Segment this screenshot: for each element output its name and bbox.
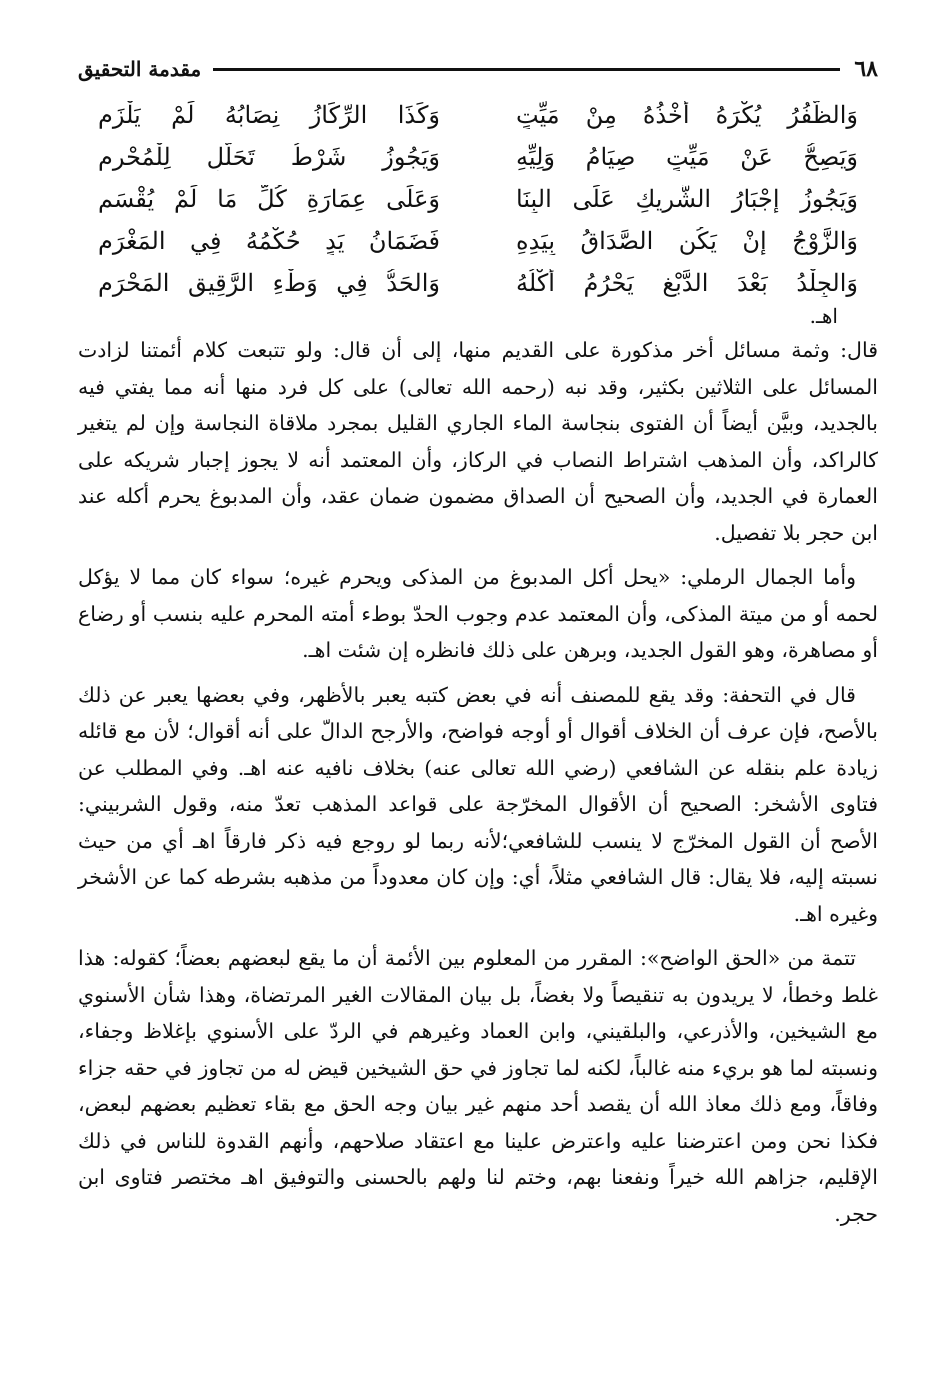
hemistich-left: وَالحَدُّ فِي وَطْءِ الرَّقِيقِ المَحْرَمِ: [98, 269, 440, 297]
hemistich-right: وَالظُّفُرُ يُكْرَهُ أَخْذُهُ مِنْ مَيِّتٍ: [516, 101, 858, 129]
paragraph-4: تتمة من «الحق الواضح»: المقرر من المعلوم بين الأئمة أن ما يقع لبعضهم بعضاً؛ كقوله: هذا غلط وخطأ، لا يريدون به تنقيصاً ولا بغضاً، بل بيان المقالات الغير المرتضاة، وهذا شأن الأسنوي مع الشيخين، والأذرعي، والبلقيني، وابن العماد وغيرهم في الردّ على الأسنوي بإغلاظ وجفاء، ونسبته لما هو بريء منه غالباً، لكنه لما تجاوز في حق الشيخين قيض له من تجاوز في حقه جزاء وفاقاً، ومع ذلك معاذ الله أن يقصد أحد منهم غير بيان وجه الحق مع بقاء تعظيم بعضهم لبعض، فكذا نحن ومن اعترضنا عليه واعترض علينا مع اعتقاد صلاحهم، وأنهم القدوة للناس في ذلك الإقليم، جزاهم الله خيراً ونفعنا بهم، وختم لنا ولهم بالحسنى والتوفيق اهـ مختصر فتاوى ابن حجر.: [78, 946, 878, 1226]
poem-end-mark: اهـ.: [809, 304, 838, 328]
hemistich-left: فَضَمَانُ يَدٍ حُكْمُهُ فِي المَغْرَمِ: [98, 227, 440, 255]
hemistich-left: وَعَلَى عِمَارَةِ كُلِّ مَا لَمْ يُقْسَمِ: [98, 185, 440, 213]
running-header: [78, 50, 878, 88]
hemistich-right: وَالجِلْدُ بَعْدَ الدَّبْغِ يَحْرُمُ أَكْلُهُ: [516, 269, 858, 297]
paragraph-1: قال: وثمة مسائل أخر مذكورة على القديم منها، إلى أن قال: ولو تتبعت كلام أئمتنا لزادت المسائل على الثلاثين بكثير، وقد نبه (رحمه الله تعالى) على كل فرد منها أنه مما يفتي فيه بالجديد، وبيَّن أيضاً أن الفتوى بنجاسة الماء الجاري القليل بمجرد ملاقاة النجاسة وإن لم يتغير كالراكد، وأن المذهب اشتراط النصاب في الركاز، وأن المعتمد أنه لا يجوز إجبار شريكه على العمارة في الجديد، وأن الصحيح أن الصداق مضمون ضمان عقد، وأن المدبوغ يحرم أكله عند ابن حجر بلا تفصيل.: [78, 338, 878, 545]
hemistich-left: وَيَجُوزُ شَرْطُ تَحَلُّلٍ لِلْمُحْرِمِ: [98, 143, 440, 171]
page-number: ٦٨: [854, 56, 878, 82]
verse-5: [98, 262, 858, 304]
paragraph-3: قال في التحفة: وقد يقع للمصنف أنه في بعض كتبه يعبر بالأظهر، وفي بعضها يعبر عن ذلك بالأصح، فإن عرف أن الخلاف أقوال أو أوجه فواضح، والأرجح الدالّ على أنه أقوال؛ لأن مع قائله زيادة علم بنقله عن الشافعي (رضي الله تعالى عنه) بخلاف نافيه عنه اهـ. وفي المطلب عن فتاوى الأشخر: الصحيح أن الأقوال المخرّجة على قواعد المذهب تعدّ منه، وقول الشربيني: الأصح أن القول المخرّج لا ينسب للشافعي؛لأنه ربما لو روجع فيه ذكر فارقاً اهـ أي من حيث نسبته إليه، فلا يقال: قال الشافعي مثلاً، أي: وإن كان معدوداً من مذهبه بشرطه كما عن الأشخر وغيره اهـ.: [78, 682, 878, 926]
header-title: مقدمة التحقيق: [78, 57, 202, 81]
hemistich-right: وَيَجُوزُ إِجْبَارُ الشَّرِيكِ عَلَى البِنَا: [516, 185, 858, 213]
verse-4: [98, 220, 858, 262]
poem: [78, 94, 878, 328]
verse-3: [98, 178, 858, 220]
verse-1: [98, 94, 858, 136]
hemistich-right: وَيَصِحُّ عَنْ مَيِّتٍ صِيَامُ وَلِيِّهِ: [516, 143, 858, 171]
hemistich-right: وَالزَّوْجُ إِنْ يَكُنِ الصَّدَاقُ بِيَدِهِ: [516, 227, 858, 255]
header-rule: [213, 68, 840, 71]
paragraph-2: وأما الجمال الرملي: «يحل أكل المدبوغ من المذكى ويحرم غيره؛ سواء كان مما لا يؤكل لحمه أو من ميتة المذكى، وأن المعتمد عدم وجوب الحدّ بوطء أمته المحرم عليه بنسب أو رضاع أو مصاهرة، وهو القول الجديد، وبرهن على ذلك فانظره إن شئت اهـ.: [78, 565, 878, 662]
verse-2: [98, 136, 858, 178]
hemistich-left: وَكَذَا الرِّكَازُ نِصَابُهُ لَمْ يَلْزَمِ: [98, 101, 440, 129]
page: [78, 50, 878, 1232]
